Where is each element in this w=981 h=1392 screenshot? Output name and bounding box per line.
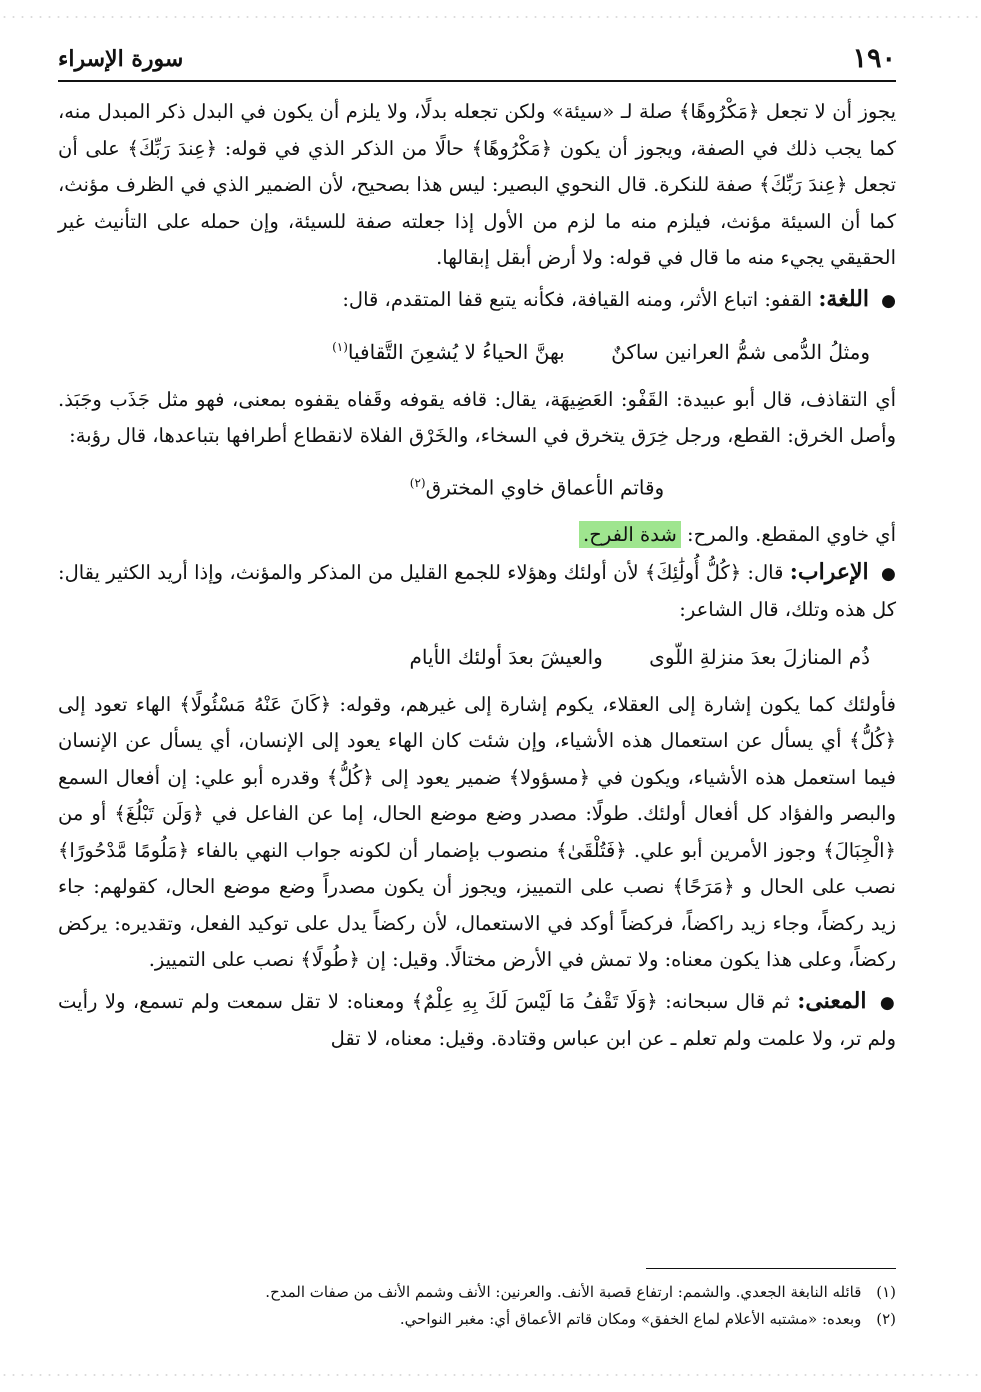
footnote-ref-2: (٢)	[409, 475, 426, 490]
irab-heading: الإعراب:	[789, 558, 869, 585]
lugha-heading: اللغة:	[818, 285, 869, 312]
verse-3-hemistich-b: والعيشَ بعدَ أولئك الأيام	[409, 644, 603, 669]
paragraph-ulaika: فأولئك كما يكون إشارة إلى العقلاء، يكوم إشارة إلى غيرهم، وقوله: ﴿كَانَ عَنْهُ مَسْئُولًا﴾ الهاء تعود إلى ﴿كُلُّ﴾ أي يسأل عن استعمال هذه الأشياء، وإن شئت كان الهاء يعود إلى الإنسان، أي يسأل عن الإنسان فيما استعمل هذه الأشياء، ويكون في ﴿مسؤولا﴾ ضمير يعود إلى ﴿كُلُّ﴾ وقدره أبو علي: إن أفعال السمع والبصر والفؤاد كل أفعال أولئك. طولًا: مصدر وضع موضع الحال، إما عن الفاعل في ﴿وَلَن تَبْلُغَ﴾ أو من ﴿الْجِبَالَ﴾ وجوز الأمرين أبو علي. ﴿فَتُلْقَىٰ﴾ منصوب بإضمار أن لكونه جواب النهي بالفاء ﴿مَلُومًا مَّدْحُورًا﴾ نصب على الحال و ﴿مَرَحًا﴾ نصب على التمييز، ويجوز أن يكون مصدراً وضع موضع الحال، كقولهم: جاء زيد ركضاً، وجاء زيد راكضاً، فركضاً أوكد في الاستعمال، لأن ركضاً يدل على توكيد الفعل، وتقديره: يركض ركضاً، وعلى هذا يكون معناه: ولا تمش في الأرض مختالًا. وقيل: إن ﴿طُولًا﴾ نصب على التمييز.	[58, 692, 896, 972]
footnote-2	[58, 1306, 896, 1333]
section-irab	[58, 554, 896, 629]
footnotes	[58, 1279, 896, 1333]
top-border-decoration	[0, 14, 981, 20]
surah-title: سورة الإسراء	[58, 46, 184, 72]
marah-text: أي خاوي المقطع. والمرح:	[687, 523, 896, 547]
lugha-text: القفو: اتباع الأثر، ومنه القيافة، فكأنه يتبع قفا المتقدم، قال:	[342, 287, 813, 311]
footnote-ref-1: (١)	[332, 340, 348, 354]
bullet-icon: ●	[879, 992, 896, 1013]
irab-text: قال: ﴿كُلُّ أُولَٰئِكَ﴾ لأن أولئك وهؤلاء للجمع القليل من المذكر والمؤنث، وإذا أريد الكثير يقال: كل هذه وتلك، قال الشاعر:	[58, 560, 896, 622]
maana-heading: المعنى:	[797, 987, 867, 1014]
footnote-2-text: وبعده: «مشتبه الأعلام لماع الخفق» ومكان قاتم الأعماق أي: مغبر النواحي.	[399, 1310, 862, 1328]
bullet-icon: ●	[881, 563, 896, 584]
maana-text: ثم قال سبحانه: ﴿وَلَا تَقْفُ مَا لَيْسَ لَكَ بِهِ عِلْمٌ﴾ ومعناه: لا تقل سمعت ولم تسمع، ولا رأيت ولم تر، ولا علمت ولم تعلم ـ عن ابن عباس وقتادة. وقيل: معناه، لا تقل	[58, 989, 896, 1051]
paragraph-marah	[58, 517, 896, 554]
section-maana	[58, 983, 896, 1058]
verse-3-hemistich-a: ذُم المنازلَ بعدَ منزلةِ اللّوى	[649, 644, 870, 669]
highlighted-text[interactable]: شدة الفرح.	[579, 521, 681, 548]
verse-1-hemistich-a: ومثلُ الدُّمى شمُّ العرانين ساكنٌ	[611, 339, 870, 364]
section-lugha	[58, 281, 896, 320]
verse-1	[58, 327, 896, 372]
footnote-1-text: قائله النابغة الجعدي. والشمم: ارتفاع قصبة الأنف. والعرنين: الأنف وشمم الأنف من صفات المدح.	[265, 1283, 862, 1301]
bullet-icon: ●	[881, 290, 896, 311]
verse-2	[58, 463, 896, 508]
verse-1-hemistich-b: بهنَّ الحياءُ لا يُشعِنَ التَّقافيا	[347, 339, 565, 364]
book-page	[58, 36, 896, 1356]
footnote-1	[58, 1279, 896, 1306]
paragraph-intro: يجوز أن لا تجعل ﴿مَكْرُوهًا﴾ صلة لـ «سيئة» ولكن تجعله بدلًا، ولا يلزم أن يكون في البدل ذكر المبدل منه، كما يجب ذلك في الصفة، ويجوز أن يكون ﴿مَكْرُوهًا﴾ حالًا من الذكر الذي في قوله: ﴿عِندَ رَبِّكَ﴾ على أن تجعل ﴿عِندَ رَبِّكَ﴾ صفة للنكرة. قال النحوي البصير: ليس هذا بصحيح، لأن الضمير الذي في الظرف مؤنث، كما أن السيئة مؤنث، فيلزم منه ما لزم من الأول إذا جعلته صفة للسيئة، وإن حمله على التأنيث غير الحقيقي يجيء منه ما قال في قوله: ولا أرض أبقل إبقالها.	[58, 100, 896, 269]
verse-3	[58, 637, 896, 677]
footnote-1-number: (١)	[876, 1283, 896, 1301]
footnote-rule	[646, 1268, 896, 1269]
footnote-2-number: (٢)	[876, 1310, 896, 1328]
verse-2-text: وقاتم الأعماق خاوي المخترق	[425, 475, 665, 500]
header-rule	[58, 80, 896, 82]
page-header	[58, 36, 896, 74]
page-number: ١٩٠	[852, 43, 896, 74]
bottom-border-decoration	[0, 1372, 981, 1378]
paragraph-qafw: أي التقاذف، قال أبو عبيدة: القَفْو: العَضِيهَة، يقال: قافه يقوفه وقَفاه يقفوه بمعنى، فهو مثل جَذَب وجَبَذ. وأصل الخرق: القطع، ورجل خِرَق يتخرق في السخاء، والخَرْق الفلاة لانقطاع أطرافها بتباعدها، قال رؤبة:	[58, 387, 896, 448]
